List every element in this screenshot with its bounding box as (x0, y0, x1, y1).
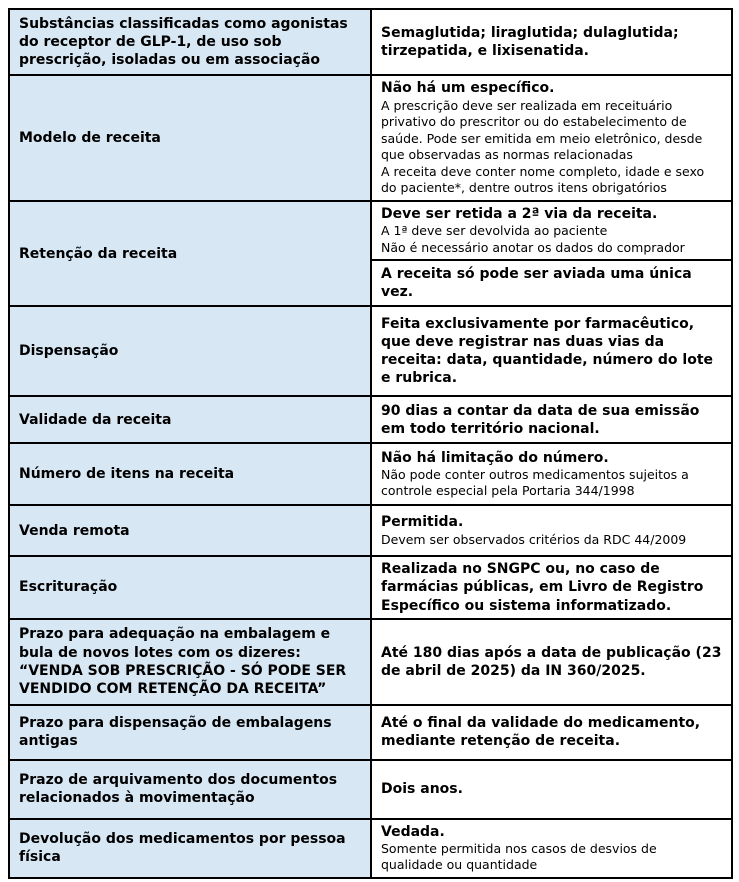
table-row (9, 306, 732, 396)
table-row (9, 556, 732, 619)
value-main: Não há um específico. (381, 80, 555, 97)
row-label-numero-de-itens: Número de itens na receita (9, 443, 371, 505)
row-value-prazo-adequacao-embalagem (371, 619, 732, 705)
row-value-modelo-de-receita (371, 75, 732, 201)
value-main: Feita exclusivamente por farmacêutico, que deve registrar nas duas vias da receita: data, quantidade, número do lote e rubrica. (381, 315, 714, 387)
row-label-validade-da-receita: Validade da receita (9, 396, 371, 443)
value-main: Até 180 dias após a data de publicação (23 de abril de 2025) da IN 360/2025. (381, 644, 722, 679)
table-row (9, 819, 732, 878)
table-row (9, 396, 732, 443)
value-main: Semaglutida; liraglutida; dulaglutida; tirzepatida, e lixisenatida. (381, 24, 679, 59)
value-main: Dois anos. (381, 781, 463, 798)
table-row (9, 9, 732, 75)
value-sub: Não pode conter outros medicamentos sujeitos a controle especial pela Portaria 344/1998 (381, 466, 689, 499)
row-label-escrituracao: Escrituração (9, 556, 371, 619)
table-row (9, 705, 732, 760)
table-row (9, 201, 732, 260)
value-main: Permitida. (381, 514, 464, 531)
row-label-dispensacao: Dispensação (9, 306, 371, 396)
row-label-prazo-dispensacao-embalagens: Prazo para dispensação de embalagens antigas (9, 705, 371, 760)
row-label-prazo-arquivamento: Prazo de arquivamento dos documentos relacionados à movimentação (9, 760, 371, 819)
row-label-retencao-da-receita: Retenção da receita (9, 201, 371, 306)
row-label-prazo-adequacao-embalagem: Prazo para adequação na embalagem e bula de novos lotes com os dizeres: “VENDA SOB PRESCRIÇÃO - SÓ PODE SER VENDIDO COM RETENÇÃO DA RECEITA” (9, 619, 371, 705)
value-main: Deve ser retida a 2ª via da receita. (381, 206, 658, 222)
value-main: Não há limitação do número. (381, 449, 609, 466)
value-main: Realizada no SNGPC ou, no caso de farmácias públicas, em Livro de Registro Específico ou sistema informatizado. (381, 561, 704, 614)
row-value-validade-da-receita (371, 396, 732, 443)
value-sub: A 1ª deve ser devolvida ao paciente (381, 223, 608, 239)
table-row (9, 619, 732, 705)
row-label-substancias: Substâncias classificadas como agonistas do receptor de GLP-1, de uso sob prescrição, isoladas ou em associação (9, 9, 371, 75)
value-sub: A prescrição deve ser realizada em receituário privativo do prescritor ou do estabelecimento de saúde. Pode ser emitida em meio eletrônico, desde que observadas as normas relacionadas (381, 97, 703, 163)
value-main: Até o final da validade do medicamento, mediante retenção de receita. (381, 715, 701, 750)
value-main: A receita só pode ser aviada uma única vez. (381, 266, 692, 301)
row-value-escrituracao (371, 556, 732, 619)
row-label-devolucao-medicamentos: Devolução dos medicamentos por pessoa física (9, 819, 371, 878)
glp1-prescription-rules-table (8, 8, 733, 879)
value-main: Vedada. (381, 823, 445, 840)
row-value-receita-aviada-uma-vez (371, 260, 732, 306)
row-value-devolucao-medicamentos (371, 819, 732, 878)
value-sub: Devem ser observados critérios da RDC 44/2009 (381, 531, 687, 547)
value-sub: A receita deve conter nome completo, idade e sexo do paciente*, dentre outros itens obrigatórios (381, 163, 705, 196)
value-sub: Somente permitida nos casos de desvios de qualidade ou quantidade (381, 840, 657, 873)
row-value-prazo-arquivamento (371, 760, 732, 819)
row-value-venda-remota (371, 505, 732, 556)
row-label-venda-remota: Venda remota (9, 505, 371, 556)
value-main: 90 dias a contar da data de sua emissão em todo território nacional. (381, 402, 700, 437)
row-value-dispensacao (371, 306, 732, 396)
table-row (9, 443, 732, 505)
table-row (9, 505, 732, 556)
row-value-substancias (371, 9, 732, 75)
row-value-numero-de-itens (371, 443, 732, 505)
value-sub: Não é necessário anotar os dados do comprador (381, 239, 685, 255)
row-label-modelo-de-receita: Modelo de receita (9, 75, 371, 201)
table-row (9, 760, 732, 819)
table-row (9, 75, 732, 201)
row-value-prazo-dispensacao-embalagens (371, 705, 732, 760)
row-value-retencao-da-receita (371, 201, 732, 260)
